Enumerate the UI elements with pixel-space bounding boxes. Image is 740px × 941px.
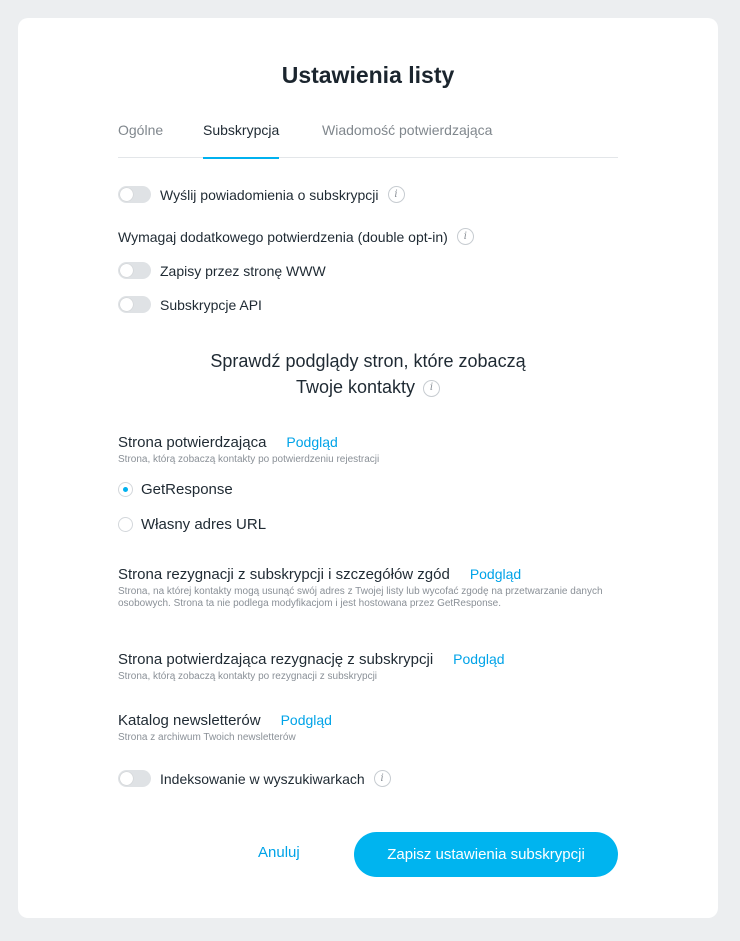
www-label: Zapisy przez stronę WWW [160, 262, 326, 279]
api-setting-row [118, 296, 262, 313]
unsubscribe-confirm-page-title: Strona potwierdzająca rezygnację z subskrypcji [118, 651, 434, 668]
radio-button[interactable] [118, 482, 133, 497]
indexing-label: Indeksowanie w wyszukiwarkach [160, 770, 365, 787]
tab-confirmation-message[interactable]: Wiadomość potwierdzająca [322, 122, 493, 138]
api-toggle[interactable] [118, 296, 151, 313]
radio-option-custom-url[interactable] [118, 516, 266, 533]
previews-heading [18, 348, 718, 400]
confirm-page-section [118, 434, 618, 466]
api-label: Subskrypcje API [160, 296, 262, 313]
unsubscribe-page-title: Strona rezygnacji z subskrypcji i szczegółów zgód [118, 566, 450, 583]
previews-heading-line1: Sprawdź podglądy stron, które zobaczą [210, 351, 526, 371]
radio-option-getresponse[interactable] [118, 481, 233, 498]
tab-general[interactable]: Ogólne [118, 122, 164, 138]
save-button[interactable]: Zapisz ustawienia subskrypcji [354, 832, 618, 877]
info-icon[interactable]: i [374, 770, 391, 787]
tab-bar [118, 122, 618, 158]
notify-label: Wyślij powiadomienia o subskrypcji [160, 186, 379, 203]
newsletter-catalog-section [118, 712, 618, 744]
unsubscribe-page-description: Strona, na której kontakty mogą usunąć swój adres z Twojej listy lub wycofać zgodę na przetwarzanie danych osobowych. Strona ta nie podlega modyfikacjom i jest hostowana przez GetResponse. [118, 586, 603, 609]
newsletter-catalog-description: Strona z archiwum Twoich newsletterów [118, 732, 296, 743]
notify-setting-row [118, 186, 405, 203]
confirm-page-title: Strona potwierdzająca [118, 434, 267, 451]
indexing-setting-row [118, 770, 391, 787]
radio-button[interactable] [118, 517, 133, 532]
notify-toggle[interactable] [118, 186, 151, 203]
unsubscribe-page-preview-link[interactable]: Podgląd [469, 566, 522, 582]
double-optin-label: Wymagaj dodatkowego potwierdzenia (double opt-in) [118, 228, 448, 245]
newsletter-catalog-preview-link[interactable]: Podgląd [280, 712, 332, 728]
tab-subscription[interactable]: Subskrypcja [203, 122, 279, 158]
confirm-page-description: Strona, którą zobaczą kontakty po potwierdzeniu rejestracji [118, 454, 380, 465]
cancel-button[interactable]: Anuluj [258, 844, 300, 861]
info-icon[interactable]: i [388, 186, 405, 203]
unsubscribe-confirm-page-preview-link[interactable]: Podgląd [453, 651, 505, 667]
unsubscribe-page-section [118, 566, 618, 610]
dialog-title: Ustawienia listy [281, 62, 455, 88]
radio-label: Własny adres URL [141, 516, 267, 533]
confirm-page-preview-link[interactable]: Podgląd [286, 434, 338, 450]
unsubscribe-confirm-page-description: Strona, którą zobaczą kontakty po rezygnacji z subskrypcji [118, 671, 378, 682]
www-setting-row [118, 262, 326, 279]
unsubscribe-confirm-page-section [118, 651, 618, 683]
newsletter-catalog-title: Katalog newsletterów [118, 712, 261, 729]
radio-label: GetResponse [141, 481, 233, 498]
double-optin-heading-row [118, 228, 474, 245]
previews-heading-line2: Twoje kontakty [295, 377, 416, 397]
info-icon[interactable]: i [457, 228, 474, 245]
indexing-toggle[interactable] [118, 770, 151, 787]
settings-dialog [18, 18, 718, 918]
info-icon[interactable]: i [423, 380, 440, 397]
www-toggle[interactable] [118, 262, 151, 279]
